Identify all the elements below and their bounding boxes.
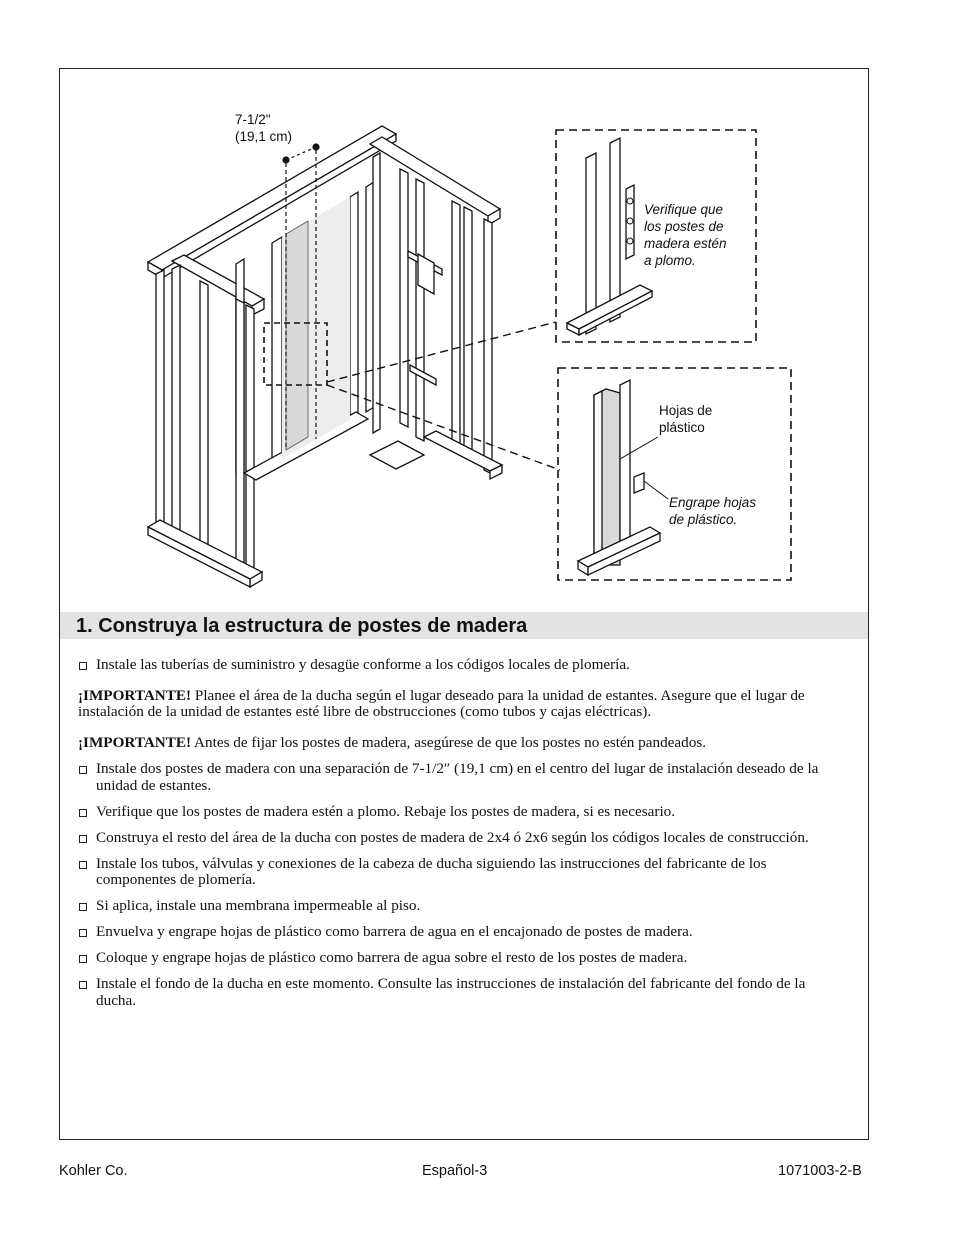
list-item-text: Instale dos postes de madera con una separación de 7-1/2″ (19,1 cm) en el centro del lugar de instalación deseado de la unidad de estantes. — [96, 760, 819, 794]
list-item-text: Construya el resto del área de la ducha con postes de madera de 2x4 ó 2x6 según los códigos locales de construcción. — [96, 828, 809, 846]
callout-plumb-text — [644, 201, 727, 269]
footer-company: Kohler Co. — [59, 1163, 128, 1179]
checkbox-square-icon — [79, 955, 87, 963]
checkbox-square-icon — [79, 809, 87, 817]
wall-framing-drawing — [60, 69, 870, 614]
footer-doc-number: 1071003-2-B — [778, 1163, 862, 1179]
important-text: Planee el área de la ducha según el lugar deseado para la unidad de estantes. Asegure que el lugar de instalación de la unidad de estantes esté libre de obstrucciones (como tubos y cajas eléctricas). — [78, 686, 805, 720]
checkbox-square-icon — [79, 903, 87, 911]
callout-staple-text — [669, 494, 756, 528]
list-item-text: Si aplica, instale una membrana impermeable al piso. — [96, 897, 421, 914]
callout-line: los postes de — [644, 219, 724, 234]
dimension-inches: 7-1/2" — [235, 112, 271, 127]
section-heading-bar — [60, 612, 868, 639]
important-note — [78, 688, 823, 721]
dimension-label — [235, 111, 292, 145]
important-text: Antes de fijar los postes de madera, asegúrese de que los postes no estén pandeados. — [191, 733, 707, 751]
list-item-text: Instale el fondo de la ducha en este momento. Consulte las instrucciones de instalación del fabricante del fondo de la ducha. — [96, 975, 806, 1009]
list-item-text: Instale los tubos, válvulas y conexiones de la cabeza de ducha siguiendo las instrucciones del fabricante de los componentes de plomería. — [96, 854, 767, 888]
list-item — [78, 856, 823, 889]
checkbox-square-icon — [79, 861, 87, 869]
list-item — [78, 830, 823, 847]
list-item — [78, 924, 823, 941]
list-item-text: Instale las tuberías de suministro y desagüe conforme a los códigos locales de plomería. — [96, 656, 630, 673]
callout-line: plástico — [659, 420, 705, 435]
list-item — [78, 804, 823, 821]
list-item — [78, 761, 823, 794]
list-item-text: Verifique que los postes de madera estén a plomo. Rebaje los postes de madera, si es necesario. — [96, 802, 676, 820]
callout-plastic-text — [659, 402, 712, 436]
callout-line: Hojas de — [659, 403, 713, 418]
checkbox-square-icon — [79, 766, 87, 774]
list-item — [78, 898, 823, 915]
callout-line: a plomo. — [644, 253, 696, 268]
callout-line: Verifique que — [644, 202, 724, 217]
important-note — [78, 735, 823, 752]
important-label: ¡IMPORTANTE! — [78, 733, 192, 751]
dimension-cm: (19,1 cm) — [235, 129, 293, 144]
callout-line: Engrape hojas — [669, 495, 757, 510]
checkbox-square-icon — [79, 835, 87, 843]
list-item — [78, 976, 823, 1009]
list-item-text: Envuelva y engrape hojas de plástico como barrera de agua en el encajonado de postes de madera. — [96, 923, 693, 940]
list-item-text: Coloque y engrape hojas de plástico como barrera de agua sobre el resto de los postes de madera. — [96, 949, 688, 966]
list-item — [78, 657, 823, 674]
framing-illustration — [60, 69, 870, 614]
important-label: ¡IMPORTANTE! — [78, 686, 192, 704]
section-heading: 1. Construya la estructura de postes de madera — [76, 615, 528, 637]
checkbox-square-icon — [79, 662, 87, 670]
instructions — [78, 657, 823, 1019]
list-item — [78, 950, 823, 967]
page-frame — [59, 68, 869, 1140]
callout-line: madera estén — [644, 236, 727, 251]
footer-page-number: Español-3 — [422, 1163, 488, 1179]
checkbox-square-icon — [79, 929, 87, 937]
checkbox-square-icon — [79, 981, 87, 989]
callout-line: de plástico. — [669, 512, 738, 527]
